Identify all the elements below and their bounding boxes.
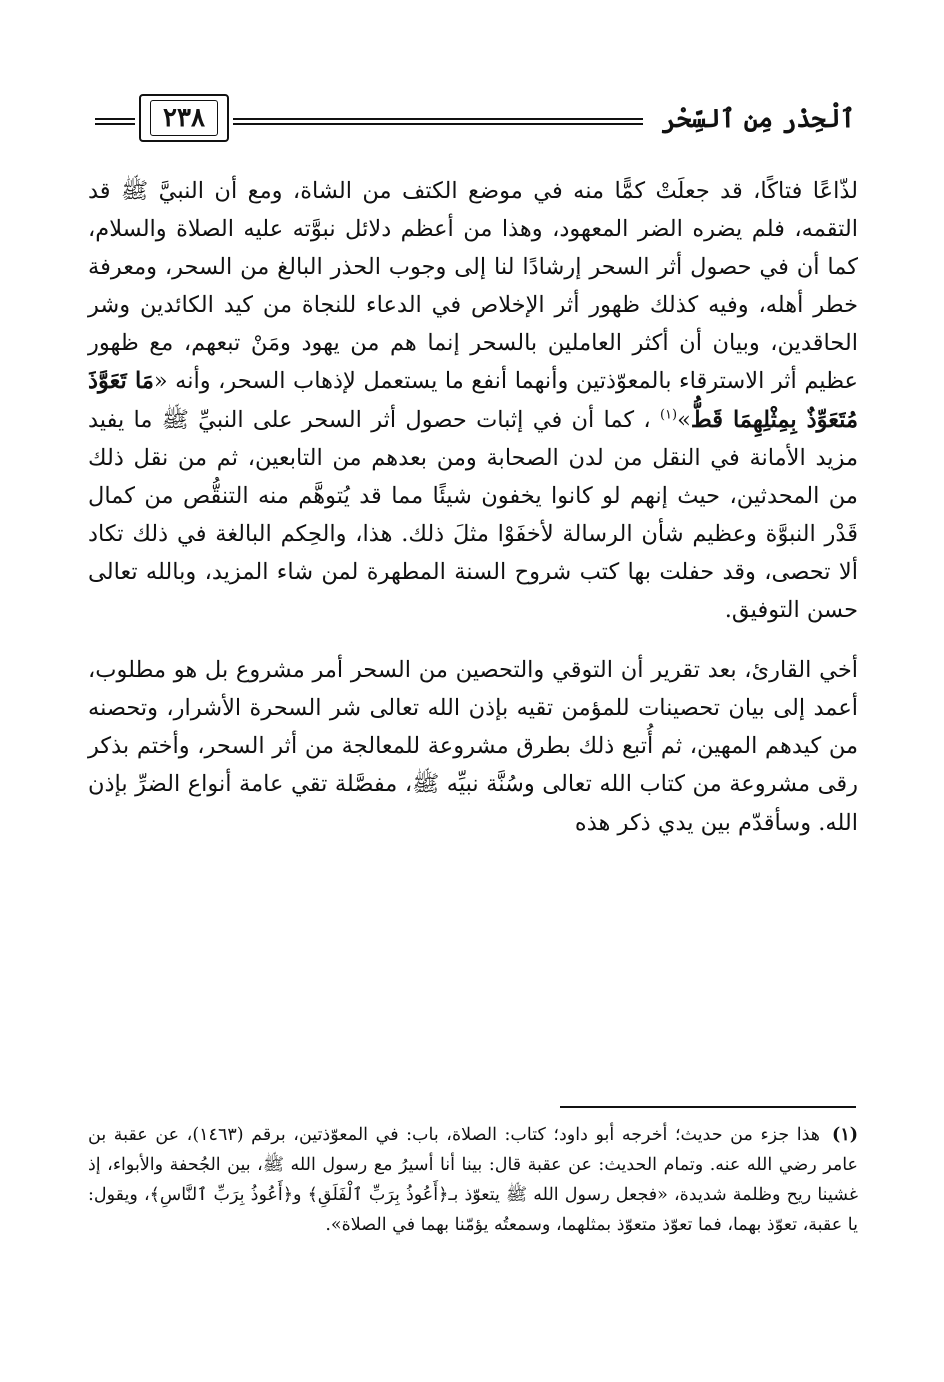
main-text	[88, 172, 858, 842]
page-number: ٢٣٨	[163, 103, 205, 133]
footnote-reference[interactable]: (١)	[659, 407, 678, 423]
quote-close: »	[677, 406, 691, 433]
header-rule-right	[233, 118, 643, 126]
paragraph-1-part-a: لذّاعًا فتاكًا، قد جعلَتْ كمًّا منه في موضع الكتف من الشاة، ومع أن النبيَّ ﷺ قد التقمه، فلم يضره الضر المعهود، وهذا من أعظم دلائل نبوَّته عليه الصلاة والسلام، كما أن في حصول أثر السحر إرشادًا لنا إلى وجوب الحذر البالغ من السحر، ومعرفة خطر أهله، وفيه كذلك ظهور أثر الإخلاص في الدعاء للنجاة من كيد الكائدين وشر الحاقدين، وبيان أن أكثر العاملين بالسحر إنما هم من يهود ومَنْ تبعهم، مع ظهور عظيم أثر الاسترقاء بالمعوّذتين وأنهما أنفع ما يستعمل لإذهاب السحر، وأنه «	[88, 178, 858, 395]
footnote	[88, 1120, 858, 1240]
page-number-frame	[139, 94, 229, 142]
footnote-separator	[560, 1106, 856, 1108]
running-header	[95, 92, 855, 152]
footnote-marker: (١)	[832, 1125, 858, 1145]
header-rule-left	[95, 118, 135, 126]
footnote-text: هذا جزء من حديث؛ أخرجه أبو داود؛ كتاب: الصلاة، باب: في المعوّذتين، برقم (١٤٦٣)، عن عقبة بن عامر رضي الله عنه. وتمام الحديث: عن عقبة قال: بينا أنا أسيرُ مع رسول الله ﷺ، بين الجُحفة والأبواء، إذ غشينا ريح وظلمة شديدة، «فجعل رسول الله ﷺ يتعوّذ بـ﴿أَعُوذُ بِرَبِّ ٱلْفَلَقِ﴾ و﴿أَعُوذُ بِرَبِّ ٱلنَّاسِ﴾، ويقول: يا عقبة، تعوّذ بهما، فما تعوّذ متعوّذ بمثلهما، وسمعتُه يؤمّنا بهما في الصلاة».	[88, 1125, 858, 1235]
paragraph-1	[88, 172, 858, 629]
paragraph-2: أخي القارئ، بعد تقرير أن التوقي والتحصين من السحر أمر مشروع بل هو مطلوب، أعمد إلى بيان تحصينات للمؤمن تقيه بإذن الله تعالى شر السحرة الأشرار، وتحصنه من كيدهم المهين، ثم أُتبع ذلك بطرق مشروعة للمعالجة من أثر السحر، وأختم بذكر رقى مشروعة من كتاب الله تعالى وسُنَّة نبيِّه ﷺ، مفصَّلة تقي عامة أنواع الضرِّ بإذن الله. وسأقدّم بين يدي ذكر هذه	[88, 657, 858, 836]
paragraph-1-part-c: ، كما أن في إثبات حصول أثر السحر على النبيِّ ﷺ ما يفيد مزيد الأمانة في النقل من لدن الصحابة ومن بعدهم من التابعين، ثم من نقل ذلك من المحدثين، حيث إنهم لو كانوا يخفون شيئًا مما قد يُتوهَّم منه التنقُّص من كمال قَدْر النبوَّة وعظيم شأن الرسالة لأخفَوْا مثلَ ذلك. هذا، والحِكم البالغة في ذلك تكاد ألا تحصى، وقد حفلت بها كتب شروح السنة المطهرة لمن شاء المزيد، وبالله تعالى حسن التوفيق.	[88, 406, 858, 624]
hadith-quote: مَا تَعَوَّذَ مُتَعَوِّذٌ بِمِثْلِهِمَا قَطُّ	[88, 368, 858, 433]
book-title: ٱلْحِذْر مِن ٱلسِّحْر	[661, 104, 855, 133]
